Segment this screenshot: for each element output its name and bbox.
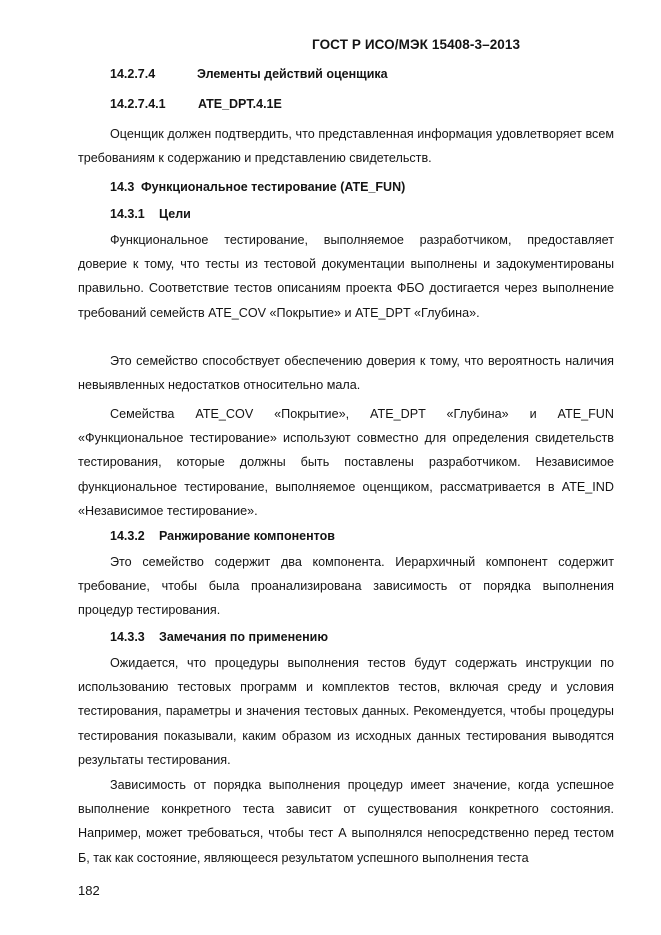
paragraph-evaluator-confirm: Оценщик должен подтвердить, что представленная информация удовлетворяет всем требованиям к содержанию и представлению свидетельств. [78, 127, 614, 166]
section-number: 14.2.7.4 [110, 67, 156, 81]
section-title: ATE_DPT.4.1E [198, 97, 282, 111]
paragraph-families-usage: Семейства ATE_COV «Покрытие», ATE_DPT «Глубина» и ATE_FUN «Функциональное тестирование» используют совместно для определения свидетельств тестирования, которые должны быть поставлены разработчиком. Независимое функциональное тестирование, выполняемое оценщиком, рассматривается в ATE_IND «Независимое тестирование». [78, 407, 614, 518]
heading-14-2-7-4 [110, 67, 388, 81]
paragraph-family-confidence: Это семейство способствует обеспечению доверия к тому, что вероятность наличия невыявленных недостатков относительно мала. [78, 354, 614, 393]
section-title: Замечания по применению [159, 630, 329, 644]
heading-14-3-2 [110, 529, 335, 543]
section-number: 14.3.1 [110, 207, 145, 221]
section-title: Ранжирование компонентов [159, 529, 335, 543]
paragraph-order-dependency: Зависимость от порядка выполнения процедур имеет значение, когда успешное выполнение конкретного теста зависит от существования конкретного состояния. Например, может требоваться, чтобы тест А выполнялся непосредственно перед тестом Б, так как состояние, являющееся результатом успешного выполнения теста [78, 778, 614, 865]
heading-14-3-3 [110, 630, 329, 644]
paragraph-test-procedures: Ожидается, что процедуры выполнения тестов будут содержать инструкции по использованию тестовых программ и комплектов тестов, включая среду и условия тестирования, параметры и значения тестовых данных. Рекомендуется, чтобы процедуры тестирования показывали, каким образом из исходных данных тестирования выводятся результаты тестирования. [78, 656, 614, 767]
heading-14-2-7-4-1 [110, 97, 282, 111]
section-number: 14.3.3 [110, 630, 145, 644]
heading-14-3-1 [110, 207, 191, 221]
section-number: 14.2.7.4.1 [110, 97, 166, 111]
section-number: 14.3 [110, 180, 135, 194]
section-title: Цели [159, 207, 191, 221]
section-title: Элементы действий оценщика [197, 67, 388, 81]
document-code-header: ГОСТ Р ИСО/МЭК 15408-3–2013 [312, 37, 521, 52]
paragraph-functional-testing: Функциональное тестирование, выполняемое разработчиком, предоставляет доверие к тому, что тесты из тестовой документации выполнены и задокументированы правильно. Соответствие тестов описаниям проекта ФБО достигается через выполнение требований семейств ATE_COV «Покрытие» и ATE_DPT «Глубина». [78, 233, 614, 320]
section-number: 14.3.2 [110, 529, 145, 543]
section-title: Функциональное тестирование (ATE_FUN) [141, 180, 406, 194]
page-number: 182 [78, 883, 100, 898]
heading-14-3 [110, 180, 406, 194]
paragraph-components: Это семейство содержит два компонента. Иерархичный компонент содержит требование, чтобы была проанализирована зависимость от порядка выполнения процедур тестирования. [78, 555, 614, 618]
